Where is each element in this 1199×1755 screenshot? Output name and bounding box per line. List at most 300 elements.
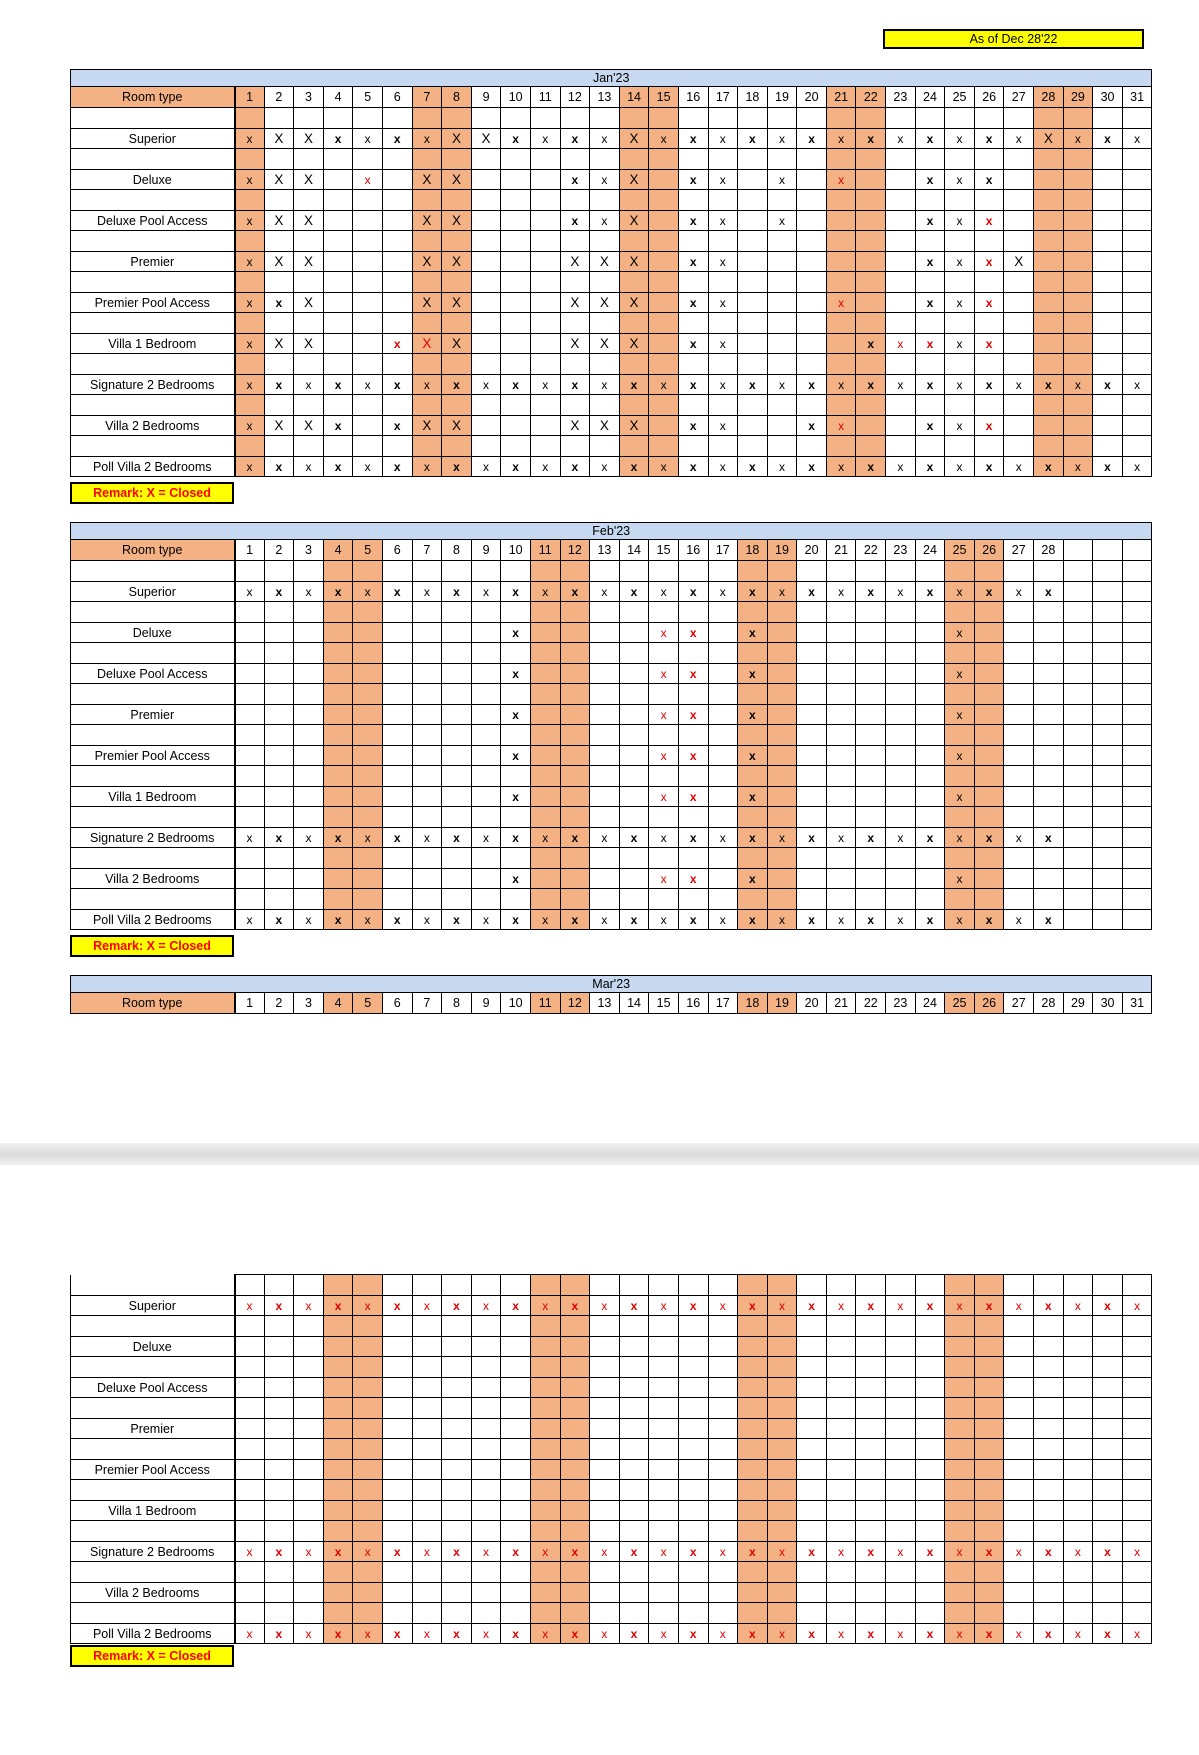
- closed-mark: X: [274, 253, 284, 269]
- day-header: 6: [382, 87, 412, 108]
- day-cell: [767, 252, 797, 272]
- closed-mark: x: [542, 1544, 549, 1559]
- day-cell: [590, 787, 620, 807]
- day-header: 2: [264, 993, 294, 1014]
- day-cell: [945, 375, 975, 395]
- day-cell: [264, 705, 294, 725]
- closed-mark: x: [512, 1626, 519, 1641]
- day-cell: [530, 375, 560, 395]
- closed-mark: x: [838, 377, 845, 392]
- day-cell: [412, 1542, 442, 1562]
- day-cell: [412, 416, 442, 436]
- day-cell: [264, 334, 294, 354]
- closed-mark: x: [838, 584, 845, 599]
- closed-mark: x: [630, 584, 638, 599]
- day-header: 14: [619, 993, 649, 1014]
- day-cell: [1063, 1337, 1093, 1357]
- day-cell: [797, 1337, 827, 1357]
- day-cell: [649, 293, 679, 313]
- closed-mark: X: [629, 417, 639, 433]
- day-cell: [442, 1501, 472, 1521]
- day-cell: [471, 1501, 501, 1521]
- day-cell: [1034, 623, 1064, 643]
- day-cell: [294, 787, 324, 807]
- day-cell: [412, 1624, 442, 1644]
- day-cell: [412, 170, 442, 190]
- closed-mark: x: [985, 295, 993, 310]
- closed-mark: x: [838, 912, 845, 927]
- day-cell: [1063, 787, 1093, 807]
- day-cell: [590, 1624, 620, 1644]
- closed-mark: x: [305, 1298, 312, 1313]
- day-cell: [649, 1624, 679, 1644]
- room-row: [71, 664, 1152, 684]
- closed-mark: x: [364, 172, 371, 187]
- day-cell: [797, 375, 827, 395]
- closed-mark: x: [1015, 459, 1022, 474]
- day-cell: [974, 293, 1004, 313]
- day-cell: [649, 1501, 679, 1521]
- room-type-header: Room type: [71, 87, 235, 108]
- day-cell: [856, 334, 886, 354]
- day-cell: [826, 1419, 856, 1439]
- closed-mark: x: [956, 748, 963, 763]
- closed-mark: x: [1104, 1298, 1111, 1313]
- day-cell: [442, 416, 472, 436]
- day-cell: [1063, 623, 1093, 643]
- day-header: 2: [264, 87, 294, 108]
- day-header: 14: [619, 87, 649, 108]
- day-cell: [678, 1542, 708, 1562]
- day-cell: [974, 1378, 1004, 1398]
- day-header: 21: [826, 87, 856, 108]
- day-cell: [294, 293, 324, 313]
- day-cell: [590, 746, 620, 766]
- day-cell: [471, 1419, 501, 1439]
- day-cell: [678, 334, 708, 354]
- day-cell: [382, 129, 412, 149]
- day-cell: [678, 1460, 708, 1480]
- day-cell: [353, 1419, 383, 1439]
- day-cell: [501, 1624, 531, 1644]
- day-cell: [915, 746, 945, 766]
- closed-mark: x: [956, 1626, 963, 1641]
- day-cell: [412, 705, 442, 725]
- closed-mark: x: [719, 254, 726, 269]
- day-cell: [915, 375, 945, 395]
- day-cell: [678, 457, 708, 477]
- closed-mark: x: [453, 912, 460, 927]
- day-cell: [1093, 170, 1123, 190]
- room-type-label: Premier: [71, 705, 235, 725]
- closed-mark: x: [838, 1544, 845, 1559]
- day-header: 25: [945, 540, 975, 561]
- day-cell: [590, 1542, 620, 1562]
- closed-mark: x: [719, 1544, 726, 1559]
- closed-mark: x: [749, 871, 756, 886]
- room-type-label: Poll Villa 2 Bedrooms: [71, 457, 235, 477]
- day-header: 22: [856, 87, 886, 108]
- day-cell: [1122, 869, 1152, 889]
- day-cell: [1122, 910, 1152, 930]
- closed-mark: x: [689, 295, 697, 310]
- closed-mark: x: [956, 584, 963, 599]
- day-cell: [678, 416, 708, 436]
- day-cell: [382, 1460, 412, 1480]
- day-cell: [590, 705, 620, 725]
- day-cell: [590, 129, 620, 149]
- closed-mark: x: [630, 830, 638, 845]
- closed-mark: x: [1015, 1298, 1022, 1313]
- day-cell: [945, 293, 975, 313]
- day-header: 23: [886, 993, 916, 1014]
- day-cell: [1004, 457, 1034, 477]
- closed-mark: x: [838, 295, 845, 310]
- day-cell: [1004, 910, 1034, 930]
- day-header: 13: [590, 87, 620, 108]
- closed-mark: x: [453, 584, 460, 599]
- day-cell: [590, 1460, 620, 1480]
- day-header: 8: [442, 993, 472, 1014]
- day-header: 27: [1004, 87, 1034, 108]
- day-header: 30: [1093, 87, 1123, 108]
- day-cell: [323, 828, 353, 848]
- day-cell: [767, 787, 797, 807]
- closed-mark: x: [364, 1626, 371, 1641]
- room-row: [71, 457, 1152, 477]
- room-type-label: Deluxe Pool Access: [71, 1378, 235, 1398]
- day-cell: [738, 416, 768, 436]
- closed-mark: x: [956, 213, 963, 228]
- day-cell: [738, 787, 768, 807]
- day-cell: [708, 252, 738, 272]
- closed-mark: x: [778, 1298, 785, 1313]
- day-cell: [530, 170, 560, 190]
- closed-mark: x: [453, 459, 460, 474]
- closed-mark: x: [985, 459, 993, 474]
- room-type-label: Deluxe Pool Access: [71, 664, 235, 684]
- day-header: 16: [678, 540, 708, 561]
- day-cell: [1034, 787, 1064, 807]
- day-cell: [945, 334, 975, 354]
- day-cell: [1093, 1378, 1123, 1398]
- day-cell: [1004, 1460, 1034, 1480]
- day-cell: [856, 1419, 886, 1439]
- day-cell: [590, 1583, 620, 1603]
- day-cell: [708, 416, 738, 436]
- day-cell: [294, 1501, 324, 1521]
- day-cell: [678, 746, 708, 766]
- day-cell: [708, 1460, 738, 1480]
- closed-mark: x: [956, 1298, 963, 1313]
- day-header: 29: [1063, 993, 1093, 1014]
- day-cell: [235, 582, 265, 602]
- day-cell: [1093, 1337, 1123, 1357]
- closed-mark: X: [303, 171, 313, 187]
- closed-mark: X: [599, 294, 609, 310]
- day-header: 11: [530, 540, 560, 561]
- day-cell: [886, 1501, 916, 1521]
- day-cell: [974, 375, 1004, 395]
- day-cell: [1063, 334, 1093, 354]
- day-cell: [501, 375, 531, 395]
- day-cell: [382, 457, 412, 477]
- day-cell: [738, 457, 768, 477]
- day-cell: [708, 293, 738, 313]
- day-cell: [323, 1501, 353, 1521]
- day-cell: [1122, 1501, 1152, 1521]
- day-cell: [323, 705, 353, 725]
- day-cell: [974, 1460, 1004, 1480]
- day-cell: [619, 129, 649, 149]
- day-cell: [826, 869, 856, 889]
- closed-mark: x: [1104, 1626, 1111, 1641]
- day-cell: [235, 664, 265, 684]
- closed-mark: x: [689, 1298, 697, 1313]
- closed-mark: x: [660, 707, 667, 722]
- closed-mark: x: [778, 213, 785, 228]
- day-cell: [678, 910, 708, 930]
- day-cell: [738, 1337, 768, 1357]
- closed-mark: x: [305, 912, 312, 927]
- closed-mark: x: [689, 172, 697, 187]
- day-cell: [678, 1624, 708, 1644]
- day-cell: [1093, 416, 1123, 436]
- day-header: 26: [974, 87, 1004, 108]
- day-cell: [708, 1624, 738, 1644]
- closed-mark: X: [303, 130, 313, 146]
- room-type-label: Poll Villa 2 Bedrooms: [71, 1624, 235, 1644]
- day-cell: [294, 375, 324, 395]
- day-cell: [264, 211, 294, 231]
- day-cell: [471, 1583, 501, 1603]
- closed-mark: x: [956, 789, 963, 804]
- closed-mark: x: [689, 625, 697, 640]
- day-cell: [945, 1624, 975, 1644]
- day-cell: [1093, 869, 1123, 889]
- day-cell: [1093, 1624, 1123, 1644]
- day-cell: [442, 457, 472, 477]
- closed-mark: x: [660, 459, 667, 474]
- day-cell: [294, 869, 324, 889]
- closed-mark: x: [1074, 377, 1081, 392]
- day-cell: [1122, 1337, 1152, 1357]
- day-cell: [826, 1337, 856, 1357]
- day-cell: [738, 910, 768, 930]
- day-cell: [945, 1501, 975, 1521]
- day-cell: [826, 705, 856, 725]
- day-cell: [974, 746, 1004, 766]
- day-cell: [856, 1542, 886, 1562]
- room-row: [71, 582, 1152, 602]
- day-cell: [1004, 869, 1034, 889]
- day-cell: [501, 1296, 531, 1316]
- day-cell: [1034, 869, 1064, 889]
- day-cell: [323, 211, 353, 231]
- day-cell: [1063, 211, 1093, 231]
- closed-mark: x: [393, 1298, 401, 1313]
- day-cell: [294, 1337, 324, 1357]
- day-cell: [915, 828, 945, 848]
- day-cell: [886, 293, 916, 313]
- day-cell: [945, 869, 975, 889]
- closed-mark: x: [749, 912, 756, 927]
- day-cell: [560, 375, 590, 395]
- day-cell: [323, 1460, 353, 1480]
- closed-mark: x: [1015, 1544, 1022, 1559]
- closed-mark: x: [453, 830, 460, 845]
- day-cell: [1063, 1542, 1093, 1562]
- day-cell: [1004, 828, 1034, 848]
- day-cell: [619, 787, 649, 807]
- closed-mark: x: [1134, 377, 1141, 392]
- day-cell: [294, 1460, 324, 1480]
- day-cell: [1122, 1542, 1152, 1562]
- day-cell: [382, 1419, 412, 1439]
- day-cell: [856, 582, 886, 602]
- day-cell: [1034, 1542, 1064, 1562]
- closed-mark: x: [1074, 459, 1081, 474]
- day-cell: [649, 252, 679, 272]
- closed-mark: x: [1015, 131, 1022, 146]
- day-cell: [974, 416, 1004, 436]
- day-header: 3: [294, 993, 324, 1014]
- day-cell: [471, 746, 501, 766]
- closed-mark: x: [808, 1298, 815, 1313]
- day-cell: [442, 1583, 472, 1603]
- closed-mark: x: [542, 584, 549, 599]
- day-cell: [797, 170, 827, 190]
- day-cell: [915, 623, 945, 643]
- day-cell: [886, 910, 916, 930]
- day-cell: [442, 787, 472, 807]
- closed-mark: x: [719, 377, 726, 392]
- room-type-label: Premier Pool Access: [71, 1460, 235, 1480]
- room-row: [71, 375, 1152, 395]
- closed-mark: x: [956, 172, 963, 187]
- closed-mark: x: [1074, 131, 1081, 146]
- closed-mark: x: [275, 912, 283, 927]
- day-cell: [353, 1624, 383, 1644]
- closed-mark: x: [897, 1626, 904, 1641]
- day-cell: [264, 1501, 294, 1521]
- day-cell: [708, 746, 738, 766]
- day-cell: [1063, 1624, 1093, 1644]
- day-cell: [501, 170, 531, 190]
- day-cell: [649, 211, 679, 231]
- day-cell: [382, 1337, 412, 1357]
- closed-mark: x: [483, 584, 490, 599]
- day-cell: [1004, 746, 1034, 766]
- closed-mark: x: [364, 377, 371, 392]
- day-cell: [915, 705, 945, 725]
- day-cell: [619, 457, 649, 477]
- day-cell: [560, 746, 590, 766]
- closed-mark: x: [926, 254, 934, 269]
- closed-mark: x: [305, 377, 312, 392]
- day-cell: [323, 1419, 353, 1439]
- day-cell: [619, 705, 649, 725]
- room-row: [71, 623, 1152, 643]
- day-cell: [856, 623, 886, 643]
- day-header: 9: [471, 87, 501, 108]
- day-cell: [708, 828, 738, 848]
- closed-mark: x: [689, 336, 697, 351]
- room-row: [71, 1419, 1152, 1439]
- day-cell: [678, 129, 708, 149]
- closed-mark: X: [274, 212, 284, 228]
- day-cell: [886, 170, 916, 190]
- closed-mark: x: [778, 584, 785, 599]
- day-header: 15: [649, 87, 679, 108]
- day-cell: [619, 416, 649, 436]
- room-type-label: Superior: [71, 1296, 235, 1316]
- day-cell: [619, 375, 649, 395]
- day-cell: [235, 211, 265, 231]
- closed-mark: x: [926, 295, 934, 310]
- day-cell: [619, 910, 649, 930]
- closed-mark: x: [1015, 377, 1022, 392]
- day-cell: [1093, 582, 1123, 602]
- closed-mark: x: [483, 912, 490, 927]
- day-header: 22: [856, 540, 886, 561]
- day-cell: [235, 623, 265, 643]
- day-cell: [294, 252, 324, 272]
- day-cell: [856, 375, 886, 395]
- day-cell: [1093, 334, 1123, 354]
- day-cell: [264, 582, 294, 602]
- closed-mark: x: [571, 1544, 579, 1559]
- day-cell: [767, 129, 797, 149]
- day-cell: [856, 170, 886, 190]
- day-cell: [1004, 416, 1034, 436]
- day-cell: [826, 1624, 856, 1644]
- day-cell: [797, 746, 827, 766]
- day-cell: [1093, 211, 1123, 231]
- day-cell: [471, 1542, 501, 1562]
- day-cell: [235, 787, 265, 807]
- day-cell: [294, 170, 324, 190]
- day-cell: [442, 375, 472, 395]
- closed-mark: x: [246, 1544, 253, 1559]
- day-cell: [678, 582, 708, 602]
- day-cell: [619, 1460, 649, 1480]
- as-of-date: As of Dec 28'22: [883, 29, 1144, 49]
- closed-mark: x: [956, 707, 963, 722]
- day-cell: [530, 828, 560, 848]
- day-cell: [826, 910, 856, 930]
- closed-mark: x: [985, 377, 993, 392]
- day-cell: [797, 416, 827, 436]
- day-cell: [1034, 375, 1064, 395]
- day-cell: [649, 416, 679, 436]
- day-cell: [1034, 211, 1064, 231]
- day-cell: [886, 129, 916, 149]
- day-cell: [382, 869, 412, 889]
- day-cell: [886, 334, 916, 354]
- day-cell: [619, 869, 649, 889]
- day-cell: [560, 1501, 590, 1521]
- day-cell: [708, 1337, 738, 1357]
- closed-mark: x: [719, 459, 726, 474]
- day-cell: [886, 582, 916, 602]
- closed-mark: x: [778, 1544, 785, 1559]
- day-cell: [1093, 1296, 1123, 1316]
- day-cell: [471, 910, 501, 930]
- day-header: 10: [501, 540, 531, 561]
- day-cell: [708, 1501, 738, 1521]
- closed-mark: x: [512, 748, 519, 763]
